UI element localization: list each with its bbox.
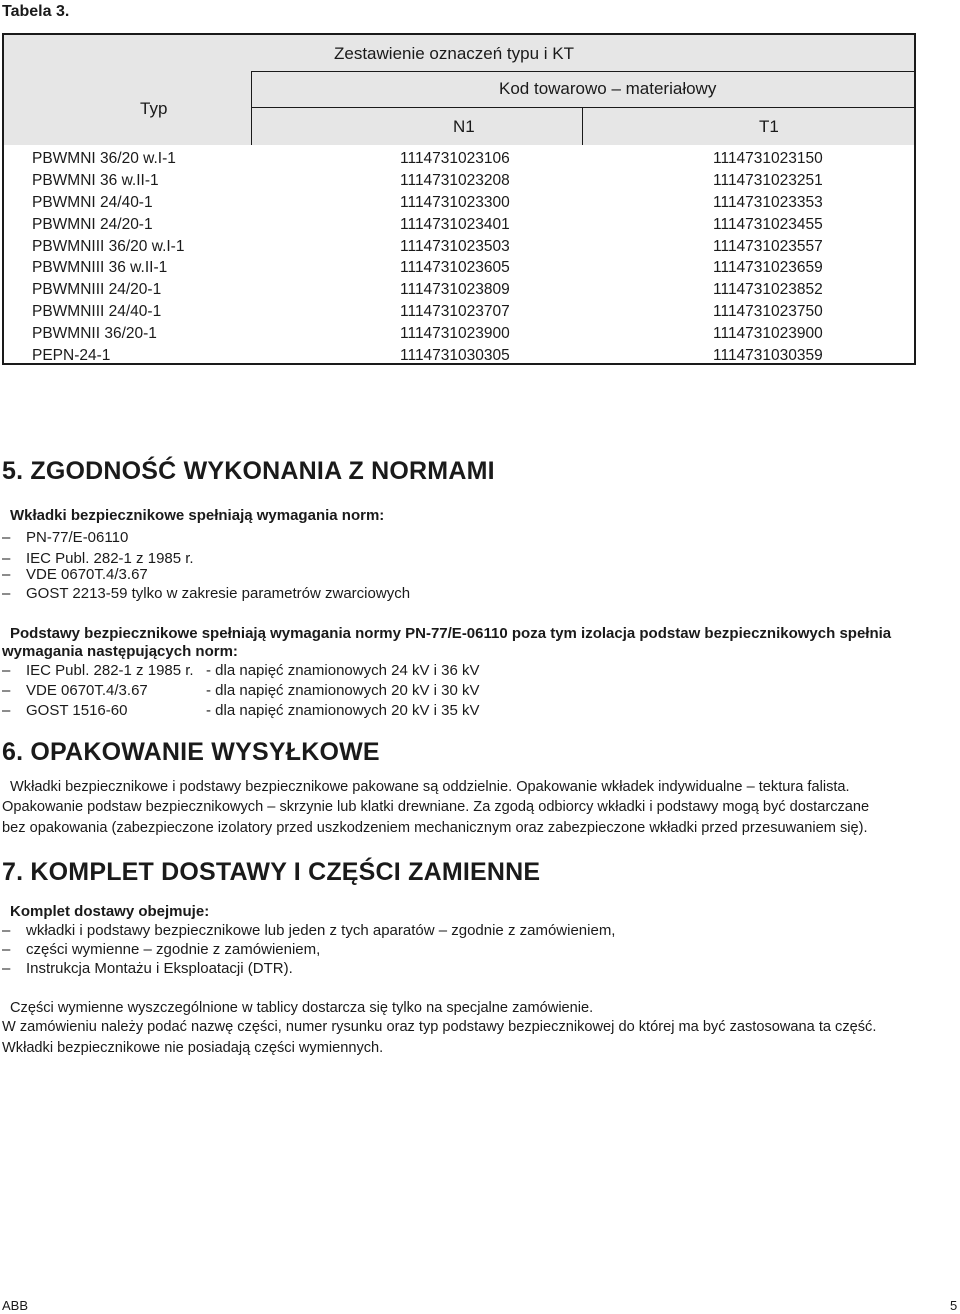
page-number: 5 xyxy=(950,1298,958,1313)
table-row: PBWMNI 36 w.II-1 1114731023208 1114731023251 xyxy=(32,171,823,189)
section-5-intro: Wkładki bezpiecznikowe spełniają wymagania norm: xyxy=(10,507,385,524)
table-row: PBWMNI 24/40-1 1114731023300 1114731023353 xyxy=(32,193,823,211)
section-6-line: bez opakowania (zabezpieczone izolatory przed uszkodzeniem mechanicznym oraz zabezpieczone wkładki przed przesuwaniem się). xyxy=(2,820,868,836)
list-item: – VDE 0670T.4/3.67 xyxy=(2,566,148,583)
norm-row: – IEC Publ. 282-1 z 1985 r. - dla napięć znamionowych 24 kV i 36 kV xyxy=(2,662,480,679)
table-caption: Tabela 3. xyxy=(2,3,70,20)
section-7-intro: Komplet dostawy obejmuje: xyxy=(10,903,210,920)
section-5-para2: wymagania następujących norm: xyxy=(2,643,238,660)
section-7-line: Wkładki bezpiecznikowe nie posiadają części wymiennych. xyxy=(2,1040,384,1056)
section-6-heading: 6. OPAKOWANIE WYSYŁKOWE xyxy=(2,738,380,766)
section-7-heading: 7. KOMPLET DOSTAWY I CZĘŚCI ZAMIENNE xyxy=(2,858,541,886)
table-row: PBWMNIII 24/40-1 1114731023707 1114731023750 xyxy=(32,303,823,321)
table-body xyxy=(4,148,914,367)
header-kod: Kod towarowo – materiałowy xyxy=(499,79,717,98)
table-row: PBWMNIII 24/20-1 1114731023809 1114731023852 xyxy=(32,281,823,299)
table-row: PBWMNI 36/20 w.I-1 1114731023106 1114731023150 xyxy=(32,150,823,167)
table-row: PBWMNIII 36 w.II-1 1114731023605 1114731023659 xyxy=(32,259,823,277)
section-6-line: Wkładki bezpiecznikowe i podstawy bezpiecznikowe pakowane są oddzielnie. Opakowanie wkładek indywidualne – tektura falista. xyxy=(10,779,850,795)
table-title: Zestawienie oznaczeń typu i KT xyxy=(334,44,575,63)
footer-brand: ABB xyxy=(2,1298,29,1313)
section-7-line: W zamówieniu należy podać nazwę części, numer rysunku oraz typ podstawy bezpiecznikowej do której ma być zastosowana ta część. xyxy=(2,1019,877,1035)
list-item: – wkładki i podstawy bezpiecznikowe lub jeden z tych aparatów – zgodnie z zamówieniem, xyxy=(2,922,616,939)
list-item: – Instrukcja Montażu i Eksploatacji (DTR). xyxy=(2,960,293,977)
table-header xyxy=(4,35,914,145)
section-5-para1: Podstawy bezpiecznikowe spełniają wymagania normy PN-77/E-06110 poza tym izolacja podstaw bezpiecznikowych spełnia xyxy=(10,625,892,642)
table-row: PBWMNI 24/20-1 1114731023401 1114731023455 xyxy=(32,215,823,233)
section-6-line: Opakowanie podstaw bezpiecznikowych – skrzynie lub klatki drewniane. Za zgodą odbiorcy wkładki i podstawy mogą być dostarczane xyxy=(2,799,870,815)
header-typ: Typ xyxy=(140,99,168,118)
table-row: PBWMNIII 36/20 w.I-1 1114731023503 1114731023557 xyxy=(32,237,823,255)
norm-row: – VDE 0670T.4/3.67 - dla napięć znamionowych 20 kV i 30 kV xyxy=(2,682,480,699)
section-7-line: Części wymienne wyszczególnione w tablicy dostarcza się tylko na specjalne zamówienie. xyxy=(10,1000,594,1016)
header-t1: T1 xyxy=(759,117,779,136)
list-item: – GOST 2213-59 tylko w zakresie parametrów zwarciowych xyxy=(2,585,411,602)
list-item: – PN-77/E-06110 xyxy=(2,529,129,546)
section-5-heading: 5. ZGODNOŚĆ WYKONANIA Z NORMAMI xyxy=(2,457,495,485)
table-row: PEPN-24-1 1114731030305 1114731030359 xyxy=(32,347,823,365)
table-row: PBWMNII 36/20-1 1114731023900 1114731023900 xyxy=(32,325,823,343)
type-code-table xyxy=(2,33,916,365)
list-item: – IEC Publ. 282-1 z 1985 r. xyxy=(2,550,194,567)
header-n1: N1 xyxy=(453,117,475,136)
list-item: – części wymienne – zgodnie z zamówieniem, xyxy=(2,941,321,958)
norm-row: – GOST 1516-60 - dla napięć znamionowych 20 kV i 35 kV xyxy=(2,702,480,719)
